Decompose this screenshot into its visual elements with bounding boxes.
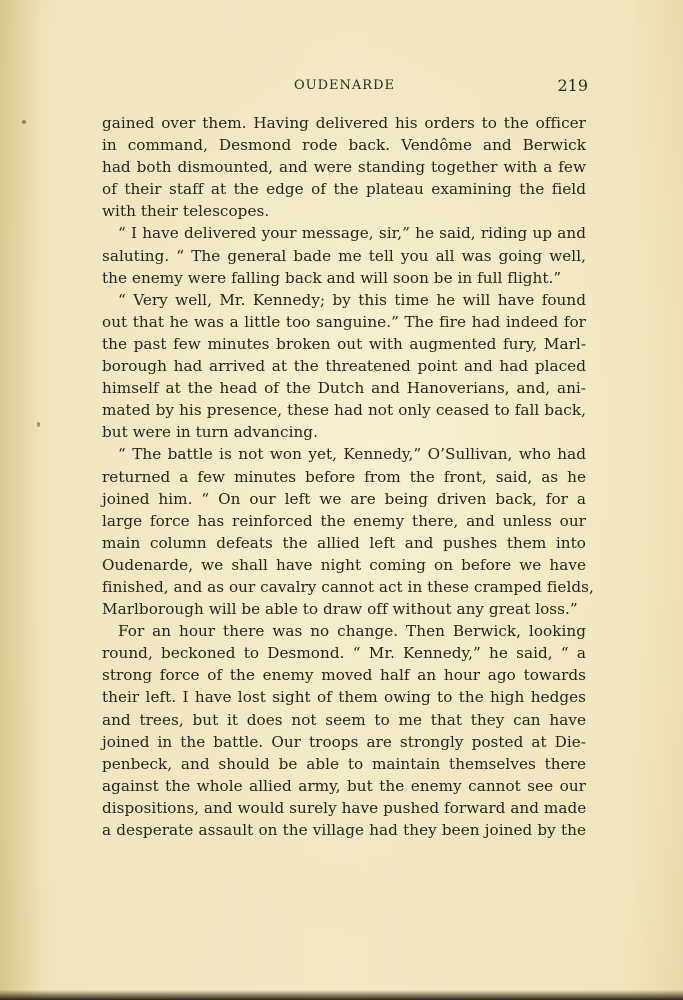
- text-line: For an hour there was no change. Then Berwick, looking: [118, 622, 586, 641]
- text-line: borough had arrived at the threatened point and had placed: [102, 357, 586, 376]
- page-bottom-edge: [0, 990, 683, 1000]
- body-text: [102, 112, 594, 841]
- text-line: and trees, but it does not seem to me that they can have: [102, 710, 586, 729]
- text-line: finished, and as our cavalry cannot act in these cramped fields,: [102, 577, 594, 596]
- text-line: strong force of the enemy moved half an hour ago towards: [102, 666, 586, 685]
- text-line: dispositions, and would surely have pushed forward and made: [102, 798, 587, 817]
- paper-spot: [22, 120, 26, 124]
- text-line: “ I have delivered your message, sir,” he said, riding up and: [118, 224, 586, 243]
- text-line: mated by his presence, these had not only ceased to fall back,: [102, 401, 586, 420]
- text-line: penbeck, and should be able to maintain themselves there: [102, 754, 586, 773]
- text-line: “ The battle is not won yet, Kennedy,” O’Sullivan, who had: [118, 445, 586, 464]
- text-line: out that he was a little too sanguine.” The fire had indeed for: [102, 312, 586, 331]
- text-line: “ Very well, Mr. Kennedy; by this time he will have found: [118, 290, 586, 309]
- text-line: the past few minutes broken out with augmented fury, Marl-: [102, 334, 586, 353]
- text-line: but were in turn advancing.: [102, 423, 318, 442]
- page-number: 219: [557, 76, 588, 95]
- text-line: Marlborough will be able to draw off without any great loss.”: [102, 600, 578, 619]
- running-title: OUDENARDE: [294, 78, 395, 93]
- text-line: against the whole allied army, but the enemy cannot see our: [102, 776, 586, 795]
- text-line: Oudenarde, we shall have night coming on before we have: [102, 555, 586, 574]
- text-line: himself at the head of the Dutch and Hanoverians, and, ani-: [102, 379, 586, 398]
- text-line: had both dismounted, and were standing together with a few: [102, 158, 586, 177]
- text-line: joined him. “ On our left we are being driven back, for a: [102, 489, 586, 508]
- text-line: the enemy were falling back and will soon be in full flight.”: [102, 268, 562, 287]
- paper-spot: [37, 422, 40, 427]
- text-line: their left. I have lost sight of them owing to the high hedges: [102, 688, 586, 707]
- text-line: large force has reinforced the enemy there, and unless our: [102, 511, 586, 530]
- text-line: round, beckoned to Desmond. “ Mr. Kennedy,” he said, “ a: [102, 644, 586, 663]
- text-line: with their telescopes.: [102, 202, 270, 221]
- text-line: gained over them. Having delivered his orders to the officer: [102, 114, 586, 132]
- text-line: joined in the battle. Our troops are strongly posted at Die-: [102, 732, 586, 751]
- text-line: of their staff at the edge of the plateau examining the field: [102, 180, 586, 199]
- text-line: main column defeats the allied left and pushes them into: [102, 533, 586, 552]
- text-line: saluting. “ The general bade me tell you all was going well,: [102, 246, 586, 265]
- page-gutter-shadow: [0, 0, 40, 1000]
- text-line: in command, Desmond rode back. Vendôme and Berwick: [102, 136, 586, 155]
- text-line: returned a few minutes before from the front, said, as he: [102, 467, 586, 486]
- text-line: a desperate assault on the village had they been joined by the: [102, 821, 586, 839]
- running-head: [103, 76, 586, 96]
